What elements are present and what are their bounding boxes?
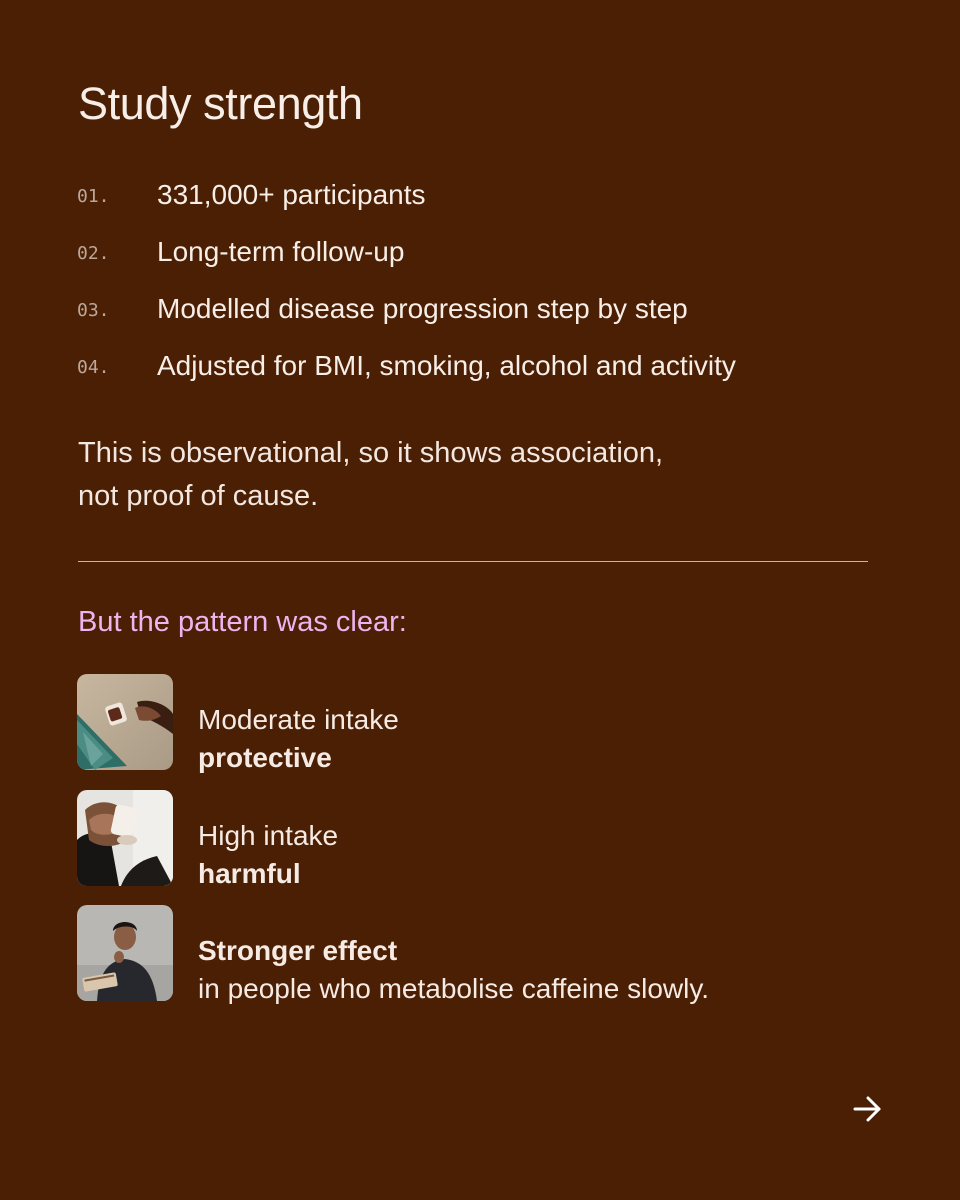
- note-line: This is observational, so it shows association,: [78, 437, 664, 469]
- arrow-right-icon: [850, 1092, 884, 1126]
- note-line: not proof of cause.: [78, 480, 319, 512]
- strength-text: Modelled disease progression step by step: [157, 293, 688, 324]
- strength-item: [77, 286, 897, 343]
- effect-intake: High intake: [198, 820, 339, 851]
- effect-row-high: [77, 790, 897, 889]
- strength-list: [77, 172, 897, 400]
- effect-detail: in people who metabolise caffeine slowly.: [198, 973, 710, 1004]
- coffee-cup-photo: [77, 674, 173, 770]
- effect-outcome: protective: [198, 742, 332, 773]
- effect-row-stronger: [77, 905, 897, 1004]
- strength-text: Long-term follow-up: [157, 236, 405, 267]
- strength-number: 01.: [77, 186, 110, 207]
- next-slide-button[interactable]: [850, 1092, 884, 1126]
- strength-item: [77, 343, 897, 400]
- slide-title: Study strength: [78, 78, 363, 129]
- strength-number: 02.: [77, 243, 110, 264]
- effect-intake: Moderate intake: [198, 704, 399, 735]
- strength-item: [77, 229, 897, 286]
- strength-item: [77, 172, 897, 229]
- observational-note: [78, 432, 778, 518]
- effect-outcome: harmful: [198, 858, 301, 889]
- reading-man-image: [77, 905, 173, 1001]
- effect-label: [198, 701, 399, 777]
- divider: [78, 561, 868, 562]
- takeaway-cup-image: [77, 790, 173, 886]
- effect-label: [198, 817, 338, 893]
- coffee-cup-image: [77, 674, 173, 770]
- reading-man-photo: [77, 905, 173, 1001]
- strength-text: 331,000+ participants: [157, 179, 426, 210]
- strength-number: 03.: [77, 300, 110, 321]
- takeaway-cup-photo: [77, 790, 173, 886]
- effect-row-moderate: [77, 674, 897, 773]
- pattern-heading: But the pattern was clear:: [78, 606, 407, 638]
- effect-label: [198, 932, 709, 1008]
- effect-outcome: Stronger effect: [198, 935, 398, 966]
- strength-text: Adjusted for BMI, smoking, alcohol and activity: [157, 350, 736, 381]
- strength-number: 04.: [77, 357, 110, 378]
